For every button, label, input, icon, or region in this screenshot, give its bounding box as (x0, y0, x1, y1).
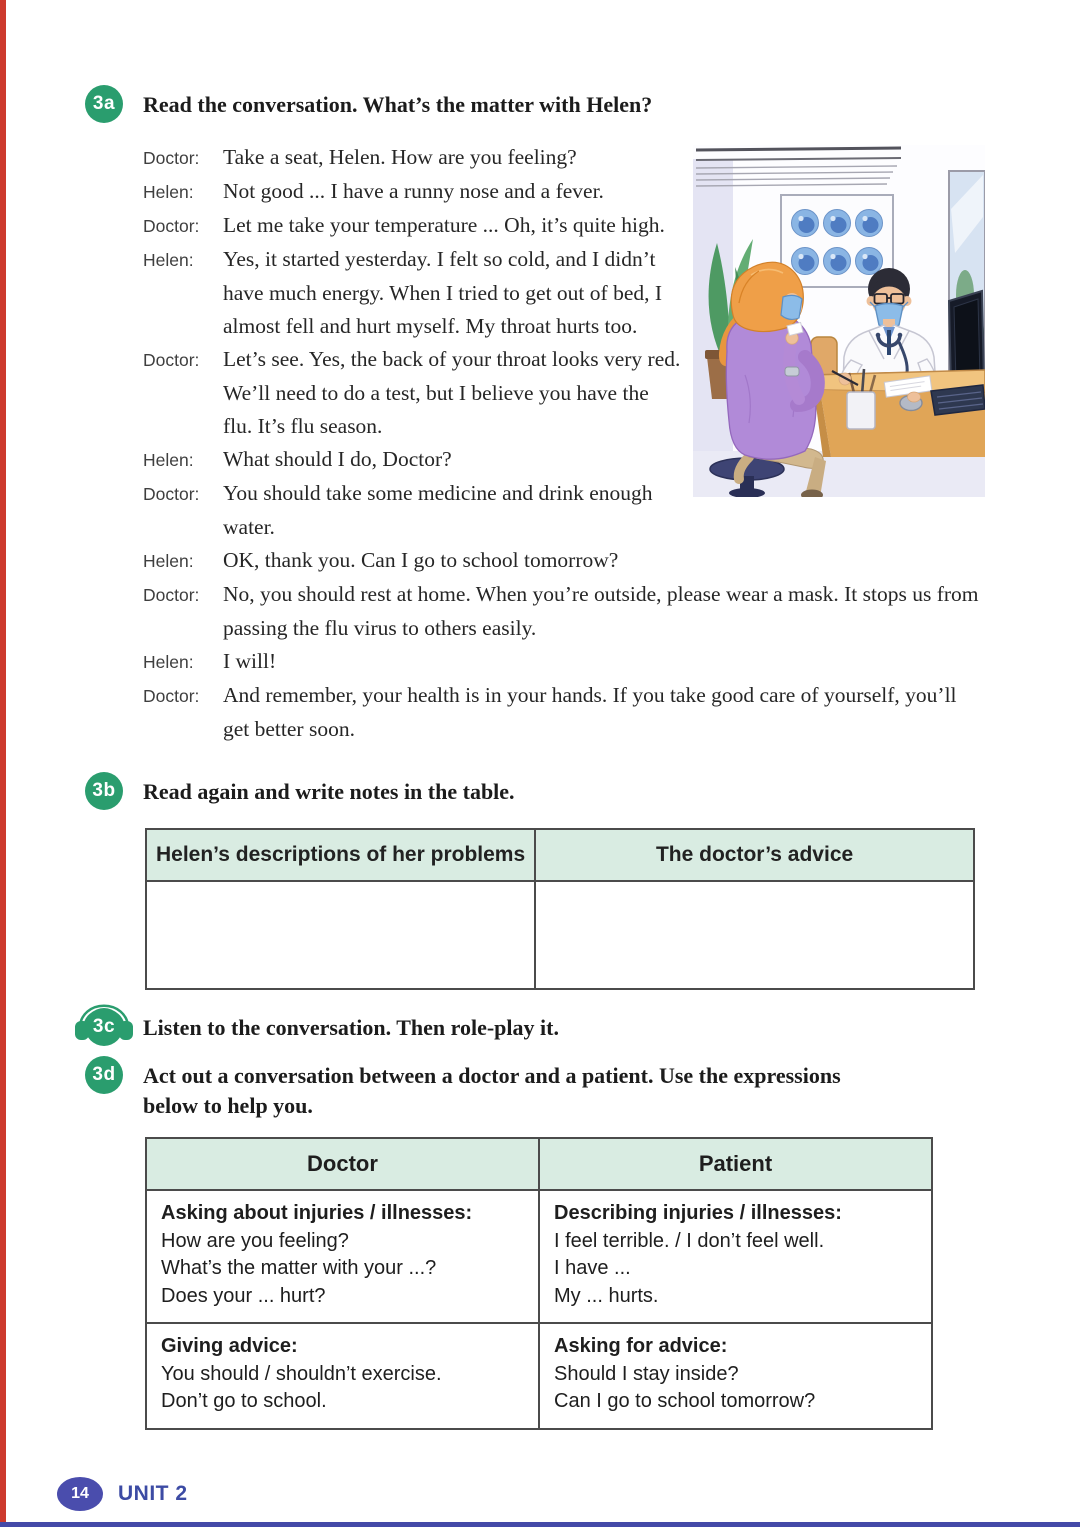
cell-asking-about-injuries (146, 1190, 539, 1323)
speaker-label: Helen: (143, 250, 194, 270)
activity-3c-title: Listen to the conversation. Then role-play it. (143, 1015, 559, 1040)
page-number-badge: 14 (57, 1477, 103, 1511)
activity-3d-title-line1: Act out a conversation between a doctor and a patient. Use the expressions (143, 1063, 841, 1088)
cell-giving-advice (146, 1323, 539, 1429)
table-row (146, 1323, 932, 1429)
activity-badge-3d: 3d (85, 1056, 123, 1094)
speaker-label: Doctor: (143, 484, 200, 504)
dialogue-text: And remember, your health is in your hands. If you take good care of yourself, you’ll get better soon. (223, 683, 957, 741)
expression-line: Does your ... hurt? (161, 1284, 326, 1307)
notes-table-header-problems: Helen’s descriptions of her problems (146, 829, 535, 881)
page-edge-blue-strip (0, 1522, 1080, 1527)
dialogue-text: Not good ... I have a runny nose and a fever. (223, 179, 604, 203)
dialogue-turn (143, 578, 985, 645)
speaker-label: Doctor: (143, 216, 200, 236)
activity-badge-3a: 3a (85, 85, 123, 123)
table-row (146, 1190, 932, 1323)
expressions-table (145, 1137, 933, 1430)
expression-heading: Asking for advice: (554, 1335, 728, 1357)
activity-3a-title: Read the conversation. What’s the matter with Helen? (143, 92, 653, 117)
dialogue-turn (143, 544, 985, 578)
section-3c (85, 1008, 997, 1046)
activity-3b-title: Read again and write notes in the table. (143, 779, 515, 804)
notes-cell-problems (146, 881, 535, 989)
speaker-label: Doctor: (143, 686, 200, 706)
section-3c-header (85, 1008, 997, 1046)
dialogue-text: I will! (223, 649, 277, 673)
speaker-label: Doctor: (143, 585, 200, 605)
conversation-text (143, 141, 985, 746)
unit-label: UNIT 2 (118, 1482, 188, 1505)
face-mask (781, 295, 802, 319)
expression-line: You should / shouldn’t exercise. (161, 1362, 442, 1385)
expression-line: Don’t go to school. (161, 1390, 327, 1412)
expression-heading: Asking about injuries / illnesses: (161, 1202, 473, 1224)
speaker-label: Doctor: (143, 148, 200, 168)
dialogue-text: What should I do, Doctor? (223, 447, 452, 471)
expression-line: My ... hurts. (554, 1284, 659, 1307)
doctor-office-scene (693, 145, 985, 497)
activity-badge-3b: 3b (85, 772, 123, 810)
speaker-label: Helen: (143, 551, 194, 571)
speaker-label: Helen: (143, 652, 194, 672)
expression-line: I feel terrible. / I don’t feel well. (554, 1229, 825, 1252)
doctor-office-illustration (693, 145, 985, 497)
listening-activity-badge (85, 1008, 123, 1046)
section-3a-header (85, 85, 997, 123)
keyboard (931, 385, 985, 415)
section-3d-header (85, 1056, 997, 1121)
activity-badge-3c: 3c (85, 1008, 123, 1046)
expressions-header-patient: Patient (539, 1138, 932, 1190)
expression-line: I have ... (554, 1257, 631, 1279)
notes-table (145, 828, 975, 990)
expression-line: What’s the matter with your ...? (161, 1257, 437, 1279)
dialogue-text: Let me take your temperature ... Oh, it’s quite high. (223, 213, 665, 237)
notes-cell-advice (535, 881, 974, 989)
activity-3d-title-line2: below to help you. (143, 1093, 313, 1118)
section-3b (85, 772, 997, 990)
notes-table-header-advice: The doctor’s advice (535, 829, 974, 881)
section-3b-header (85, 772, 997, 810)
speaker-label: Helen: (143, 450, 194, 470)
speaker-label: Doctor: (143, 350, 200, 370)
dialogue-text: Yes, it started yesterday. I felt so cold, and I didn’t have much energy. When I tried to get out of bed, I almost fell and hurt myself. My throat hurts too. (223, 247, 663, 338)
dialogue-turn (143, 679, 985, 746)
wristwatch (785, 367, 799, 376)
page-edge-red-strip (0, 0, 6, 1527)
table-row (146, 881, 974, 989)
dialogue-turn (143, 645, 985, 679)
dialogue-text: OK, thank you. Can I go to school tomorrow? (223, 548, 619, 572)
expression-heading: Giving advice: (161, 1335, 298, 1357)
cell-describing-injuries (539, 1190, 932, 1323)
cell-asking-for-advice (539, 1323, 932, 1429)
purple-sweater (726, 311, 816, 459)
expression-heading: Describing injuries / illnesses: (554, 1202, 842, 1224)
section-3d (85, 1056, 997, 1430)
activity-3d-title (143, 1056, 841, 1121)
dialogue-text: You should take some medicine and drink enough water. (223, 481, 653, 539)
page-footer (57, 1477, 188, 1511)
section-3a (85, 85, 997, 746)
expressions-header-doctor: Doctor (146, 1138, 539, 1190)
dialogue-text: Take a seat, Helen. How are you feeling? (223, 145, 577, 169)
expression-line: Can I go to school tomorrow? (554, 1390, 816, 1412)
expression-line: How are you feeling? (161, 1229, 349, 1252)
expression-line: Should I stay inside? (554, 1362, 739, 1385)
dialogue-text: No, you should rest at home. When you’re outside, please wear a mask. It stops us from passing the flu virus to others easily. (223, 582, 979, 640)
speaker-label: Helen: (143, 182, 194, 202)
dialogue-text: Let’s see. Yes, the back of your throat looks very red. We’ll need to do a test, but I believe you have the flu. It’s flu season. (223, 347, 681, 438)
